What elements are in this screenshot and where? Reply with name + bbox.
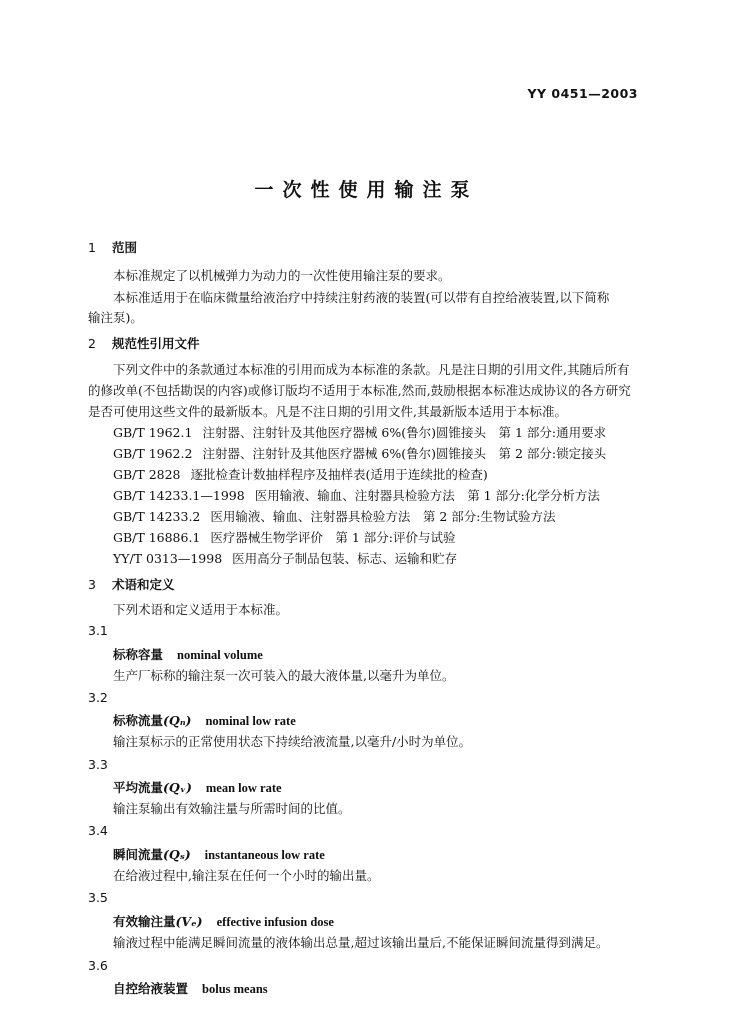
- term-definition: 输注泵标示的正常使用状态下持续给液流量,以毫升/小时为单位。: [113, 734, 472, 749]
- paragraph: 的修改单(不包括勘误的内容)或修订版均不适用于本标准,然而,鼓励根据本标准达成协议的各方研究: [88, 383, 631, 398]
- term-zh: 有效输注量: [113, 914, 176, 929]
- term-zh: 自控给液装置: [113, 981, 189, 996]
- term-entry: [113, 979, 268, 997]
- term-en: nominal volume: [177, 648, 263, 662]
- term-number: 3.5: [88, 890, 108, 905]
- reference-title: 医用输液、输血、注射器具检验方法 第 2 部分:生物试验方法: [210, 509, 556, 524]
- section-number: 1: [88, 240, 96, 255]
- term-en: instantaneous low rate: [204, 848, 325, 862]
- standard-code: YY 0451—2003: [527, 86, 638, 101]
- section-title: 范围: [112, 240, 138, 255]
- term-number: 3.2: [88, 690, 108, 705]
- term-zh: 瞬间流量: [113, 847, 164, 862]
- term-definition: 输液过程中能满足瞬间流量的液体输出总量,超过该输出量后,不能保证瞬间流量得到满足。: [113, 935, 609, 950]
- reference-item: [113, 465, 488, 483]
- reference-item: [113, 423, 606, 441]
- term-en: effective infusion dose: [216, 915, 334, 929]
- term-number: 3.3: [88, 757, 108, 772]
- term-number: 3.4: [88, 823, 108, 838]
- term-zh: 标称流量: [113, 713, 164, 728]
- reference-code: GB/T 2828: [113, 467, 181, 482]
- term-definition: 在给液过程中,输注泵在任何一个小时的输出量。: [113, 868, 380, 883]
- term-entry: [113, 912, 334, 930]
- reference-title: 逐批检查计数抽样程序及抽样表(适用于连续批的检查): [190, 467, 488, 482]
- term-en: mean low rate: [205, 781, 282, 795]
- reference-item: [113, 486, 600, 504]
- paragraph: 本标准适用于在临床微量给液治疗中持续注射药液的装置(可以带有自控给液装置,以下简称: [113, 290, 610, 305]
- term-number: 3.6: [88, 958, 108, 973]
- reference-code: GB/T 16886.1: [113, 530, 201, 545]
- term-definition: 生产厂标称的输注泵一次可装入的最大液体量,以毫升为单位。: [113, 668, 455, 683]
- section-title: 术语和定义: [112, 577, 175, 592]
- reference-item: [113, 549, 457, 567]
- term-symbol: (Qᵥ): [163, 780, 192, 795]
- term-entry: [113, 778, 282, 796]
- term-symbol: (Vₑ): [175, 914, 203, 929]
- section-number: 2: [88, 336, 96, 351]
- term-en: bolus means: [202, 982, 268, 996]
- paragraph: 本标准规定了以机械弹力为动力的一次性使用输注泵的要求。: [113, 268, 451, 283]
- reference-item: [113, 444, 606, 462]
- term-definition: 输注泵输出有效输注量与所需时间的比值。: [113, 801, 351, 816]
- section-heading: [88, 238, 137, 256]
- reference-item: [113, 507, 556, 525]
- reference-title: 注射器、注射针及其他医疗器械 6%(鲁尔)圆锥接头 第 1 部分:通用要求: [202, 425, 607, 440]
- section-heading: [88, 334, 200, 352]
- section-title: 规范性引用文件: [112, 336, 200, 351]
- reference-title: 医用高分子制品包装、标志、运输和贮存: [232, 551, 458, 566]
- paragraph: 输注泵)。: [88, 310, 143, 325]
- paragraph: 下列文件中的条款通过本标准的引用而成为本标准的条款。凡是注日期的引用文件,其随后所有: [113, 362, 630, 377]
- document-title: 一次性使用输注泵: [254, 179, 479, 201]
- reference-title: 医用输液、输血、注射器具检验方法 第 1 部分:化学分析方法: [254, 488, 600, 503]
- reference-code: YY/T 0313—1998: [113, 551, 223, 566]
- term-en: nominal low rate: [205, 714, 296, 728]
- reference-code: GB/T 14233.2: [113, 509, 201, 524]
- term-zh: 平均流量: [113, 780, 164, 795]
- reference-code: GB/T 14233.1—1998: [113, 488, 245, 503]
- paragraph: 是否可使用这些文件的最新版本。凡是不注日期的引用文件,其最新版本适用于本标准。: [88, 404, 567, 419]
- term-symbol: (Qₛ): [163, 847, 191, 862]
- term-entry: [113, 645, 263, 663]
- term-entry: [113, 845, 325, 863]
- section-heading: [88, 575, 175, 593]
- reference-code: GB/T 1962.1: [113, 425, 193, 440]
- term-number: 3.1: [88, 623, 108, 638]
- term-zh: 标称容量: [113, 647, 164, 662]
- reference-code: GB/T 1962.2: [113, 446, 193, 461]
- reference-title: 注射器、注射针及其他医疗器械 6%(鲁尔)圆锥接头 第 2 部分:锁定接头: [202, 446, 607, 461]
- reference-item: [113, 528, 456, 546]
- term-symbol: (Qₙ): [163, 713, 192, 728]
- section-number: 3: [88, 577, 96, 592]
- reference-title: 医疗器械生物学评价 第 1 部分:评价与试验: [210, 530, 456, 545]
- paragraph: 下列术语和定义适用于本标准。: [113, 602, 289, 617]
- term-entry: [113, 711, 296, 729]
